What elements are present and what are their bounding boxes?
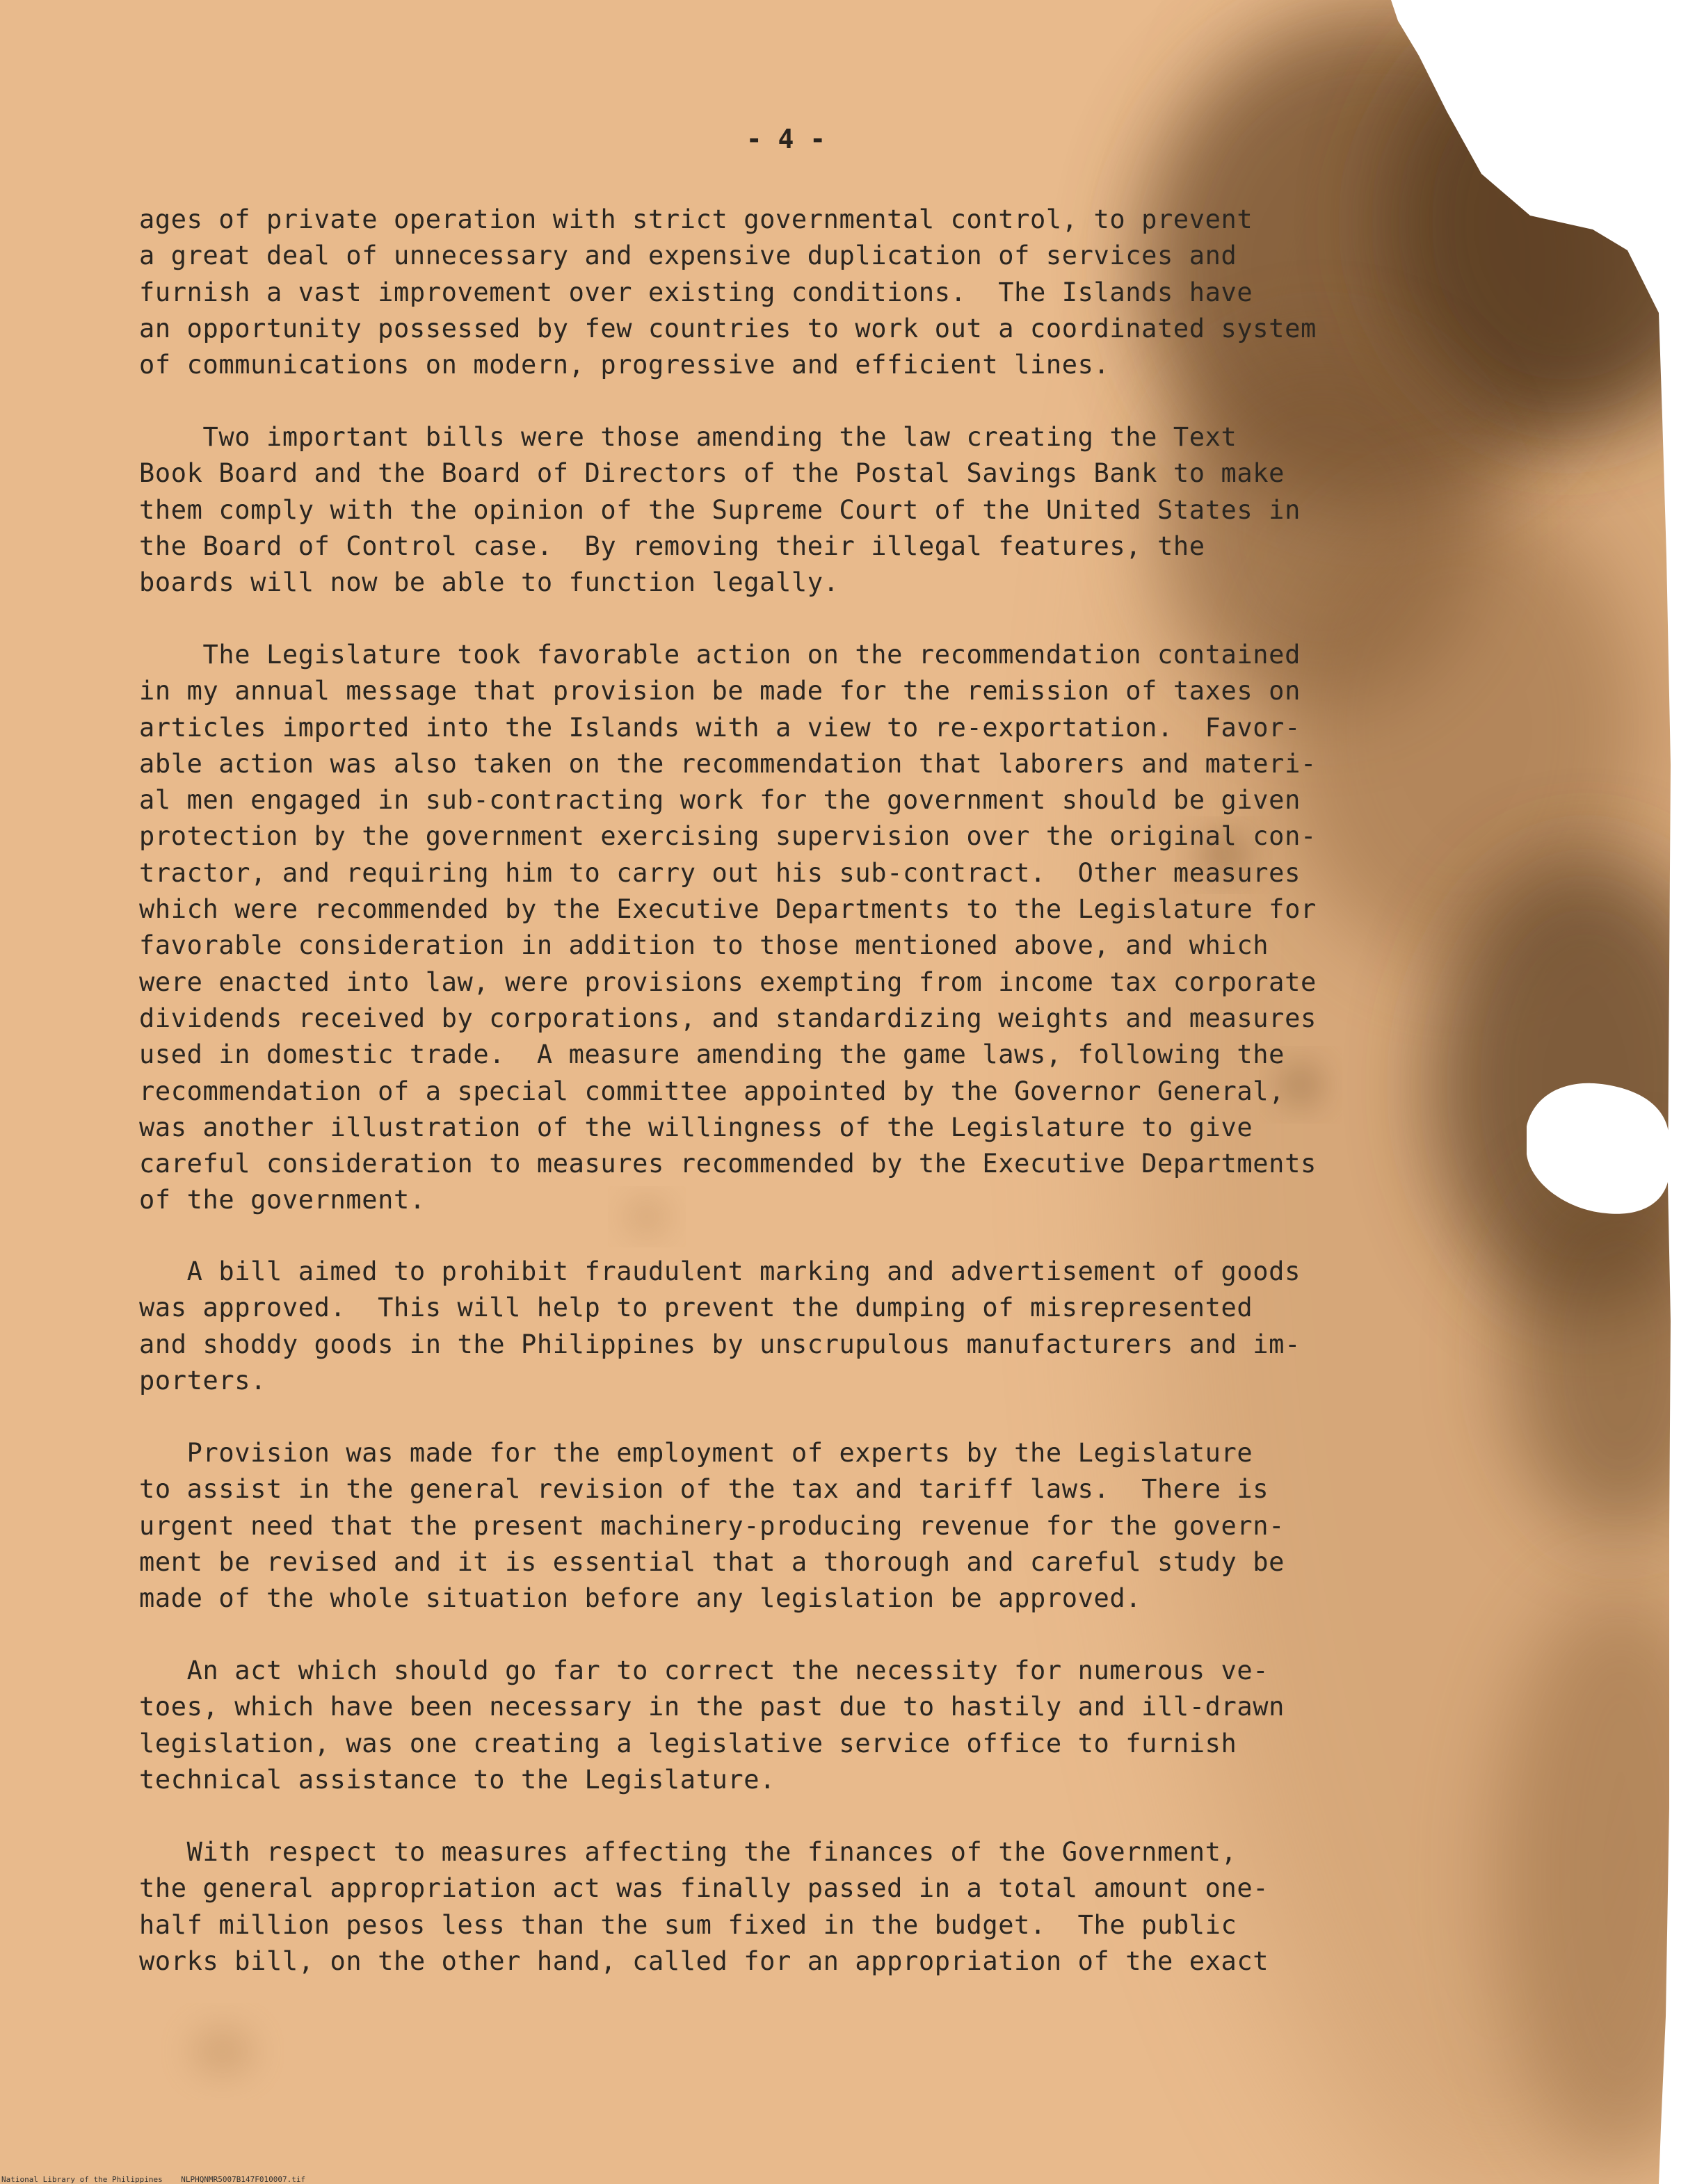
text-line: was approved. This will help to prevent the dumping of misrepresented: [139, 1293, 1253, 1323]
text-line: the general appropriation act was finally passed in a total amount one-: [139, 1873, 1269, 1904]
text-line: dividends received by corporations, and standardizing weights and measures: [139, 1003, 1317, 1033]
text-line: of the government.: [139, 1185, 426, 1215]
text-line: Provision was made for the employment of experts by the Legislature: [139, 1438, 1253, 1468]
text-line: porters.: [139, 1365, 267, 1396]
text-line: an opportunity possessed by few countries to work out a coordinated system: [139, 313, 1317, 343]
archive-footer-label: National Library of the Philippines NLPHQNMR5007B147F010007.tif: [1, 2175, 306, 2184]
text-line: a great deal of unnecessary and expensive duplication of services and: [139, 241, 1237, 271]
text-line: toes, which have been necessary in the past due to hastily and ill-drawn: [139, 1692, 1285, 1722]
paragraph-7: [139, 1834, 1433, 1980]
paragraph-2: [139, 419, 1433, 601]
page-number: - 4 -: [746, 124, 826, 154]
text-line: works bill, on the other hand, called for an appropriation of the exact: [139, 1946, 1269, 1976]
text-line: recommendation of a special committee appointed by the Governor General,: [139, 1076, 1285, 1106]
text-line: protection by the government exercising supervision over the original con-: [139, 821, 1317, 852]
text-line: were enacted into law, were provisions exempting from income tax corporate: [139, 966, 1317, 997]
text-line: With respect to measures affecting the finances of the Government,: [139, 1837, 1237, 1867]
text-line: and shoddy goods in the Philippines by unscrupulous manufacturers and im-: [139, 1329, 1301, 1359]
text-line: them comply with the opinion of the Supreme Court of the United States in: [139, 494, 1301, 525]
text-line: urgent need that the present machinery-producing revenue for the govern-: [139, 1510, 1285, 1541]
text-line: careful consideration to measures recommended by the Executive Departments: [139, 1149, 1317, 1179]
paragraph-4: [139, 1254, 1433, 1399]
text-line: used in domestic trade. A measure amending the game laws, following the: [139, 1040, 1285, 1070]
text-line: was another illustration of the willingness of the Legislature to give: [139, 1112, 1253, 1142]
text-line: tractor, and requiring him to carry out his sub-contract. Other measures: [139, 857, 1301, 888]
text-line: which were recommended by the Executive Departments to the Legislature for: [139, 894, 1317, 925]
text-line: legislation, was one creating a legislative service office to furnish: [139, 1728, 1237, 1758]
text-line: ment be revised and it is essential that a thorough and careful study be: [139, 1546, 1285, 1577]
text-line: ages of private operation with strict governmental control, to prevent: [139, 204, 1253, 234]
text-line: technical assistance to the Legislature.: [139, 1764, 776, 1795]
text-line: to assist in the general revision of the tax and tariff laws. There is: [139, 1474, 1269, 1505]
text-line: the Board of Control case. By removing their illegal features, the: [139, 531, 1205, 561]
paragraph-1: [139, 202, 1433, 383]
text-line: Book Board and the Board of Directors of the Postal Savings Bank to make: [139, 458, 1285, 489]
text-line: al men engaged in sub-contracting work for the government should be given: [139, 785, 1301, 816]
paragraph-5: [139, 1435, 1433, 1617]
text-line: The Legislature took favorable action on the recommendation contained: [139, 640, 1301, 670]
text-line: A bill aimed to prohibit fraudulent marking and advertisement of goods: [139, 1256, 1301, 1286]
text-line: furnish a vast improvement over existing conditions. The Islands have: [139, 277, 1253, 307]
paragraph-3: [139, 637, 1433, 1219]
text-line: boards will now be able to function legally.: [139, 567, 839, 598]
text-line: An act which should go far to correct the necessity for numerous ve-: [139, 1656, 1269, 1685]
text-line: articles imported into the Islands with a view to re-exportation. Favor-: [139, 712, 1301, 743]
text-line: able action was also taken on the recommendation that laborers and materi-: [139, 748, 1317, 779]
text-line: favorable consideration in addition to those mentioned above, and which: [139, 930, 1269, 961]
paragraph-6: [139, 1653, 1433, 1798]
text-line: Two important bills were those amending the law creating the Text: [139, 422, 1237, 452]
text-line: made of the whole situation before any legislation be approved.: [139, 1583, 1142, 1614]
text-line: half million pesos less than the sum fixed in the budget. The public: [139, 1909, 1237, 1940]
text-line: of communications on modern, progressive and efficient lines.: [139, 350, 1110, 380]
text-line: in my annual message that provision be made for the remission of taxes on: [139, 676, 1301, 706]
